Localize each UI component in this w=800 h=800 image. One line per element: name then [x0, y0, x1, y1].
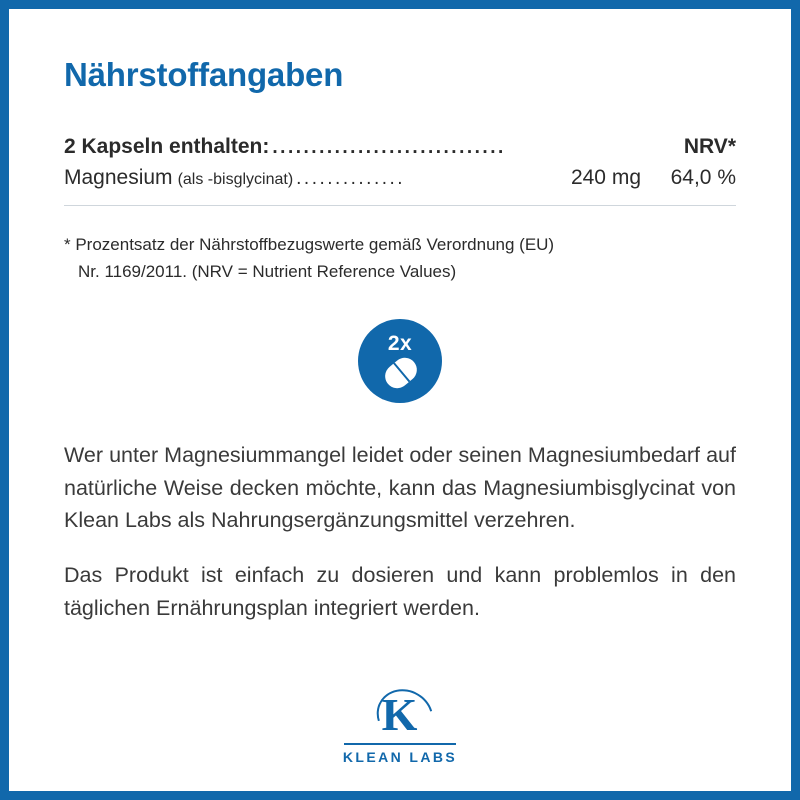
serving-size-label: 2 Kapseln enthalten:: [64, 135, 270, 159]
row-dot-leader: ..............: [296, 168, 406, 190]
page-title: Nährstoffangaben: [64, 56, 344, 93]
dosage-badge-label: 2x: [387, 331, 413, 355]
logo-divider: [344, 743, 456, 745]
body-copy: [64, 439, 736, 624]
border-top: [0, 0, 800, 9]
dosage-badge: [358, 319, 442, 403]
logo-monogram-letter: K: [381, 689, 419, 740]
table-row: [64, 166, 736, 190]
footnote-line-1: * Prozentsatz der Nährstoffbezugswerte gemäß Verordnung (EU): [64, 235, 555, 255]
body-paragraph-2: Das Produkt ist einfach zu dosieren und kann problemlos in den täglichen Ernährungsplan integriert werden.: [64, 563, 736, 620]
nutrient-qualifier: (als -bisglycinat): [177, 171, 294, 189]
nutrition-table: [64, 135, 736, 206]
brand-logo: [9, 689, 791, 765]
nutrient-name: Magnesium: [64, 166, 173, 190]
border-left: [0, 0, 9, 800]
logo-monogram: [381, 689, 419, 740]
logo-wordmark: KLEAN LABS: [342, 749, 458, 765]
capsule-icon: [380, 353, 421, 393]
body-paragraph-1: Wer unter Magnesiummangel leidet oder seinen Magnesiumbedarf auf natürliche Weise decken möchte, kann das Magnesiumbisglycinat von Klean Labs als Nahrungsergänzungsmittel verzehren.: [64, 442, 736, 533]
border-right: [791, 0, 800, 800]
nrv-column-label: NRV*: [683, 135, 736, 159]
border-bottom: [0, 791, 800, 800]
nutrition-table-header: [64, 135, 736, 159]
nutrient-nrv-value: 64,0 %: [670, 166, 736, 190]
dosage-badge-wrapper: [64, 319, 736, 403]
header-dot-leader: ..............................: [272, 137, 506, 159]
footnote-line-2: Nr. 1169/2011. (NRV = Nutrient Reference Values): [78, 261, 457, 281]
content-area: [9, 9, 791, 791]
nutrient-amount: 240 mg: [570, 166, 641, 190]
footnote: [64, 232, 736, 285]
